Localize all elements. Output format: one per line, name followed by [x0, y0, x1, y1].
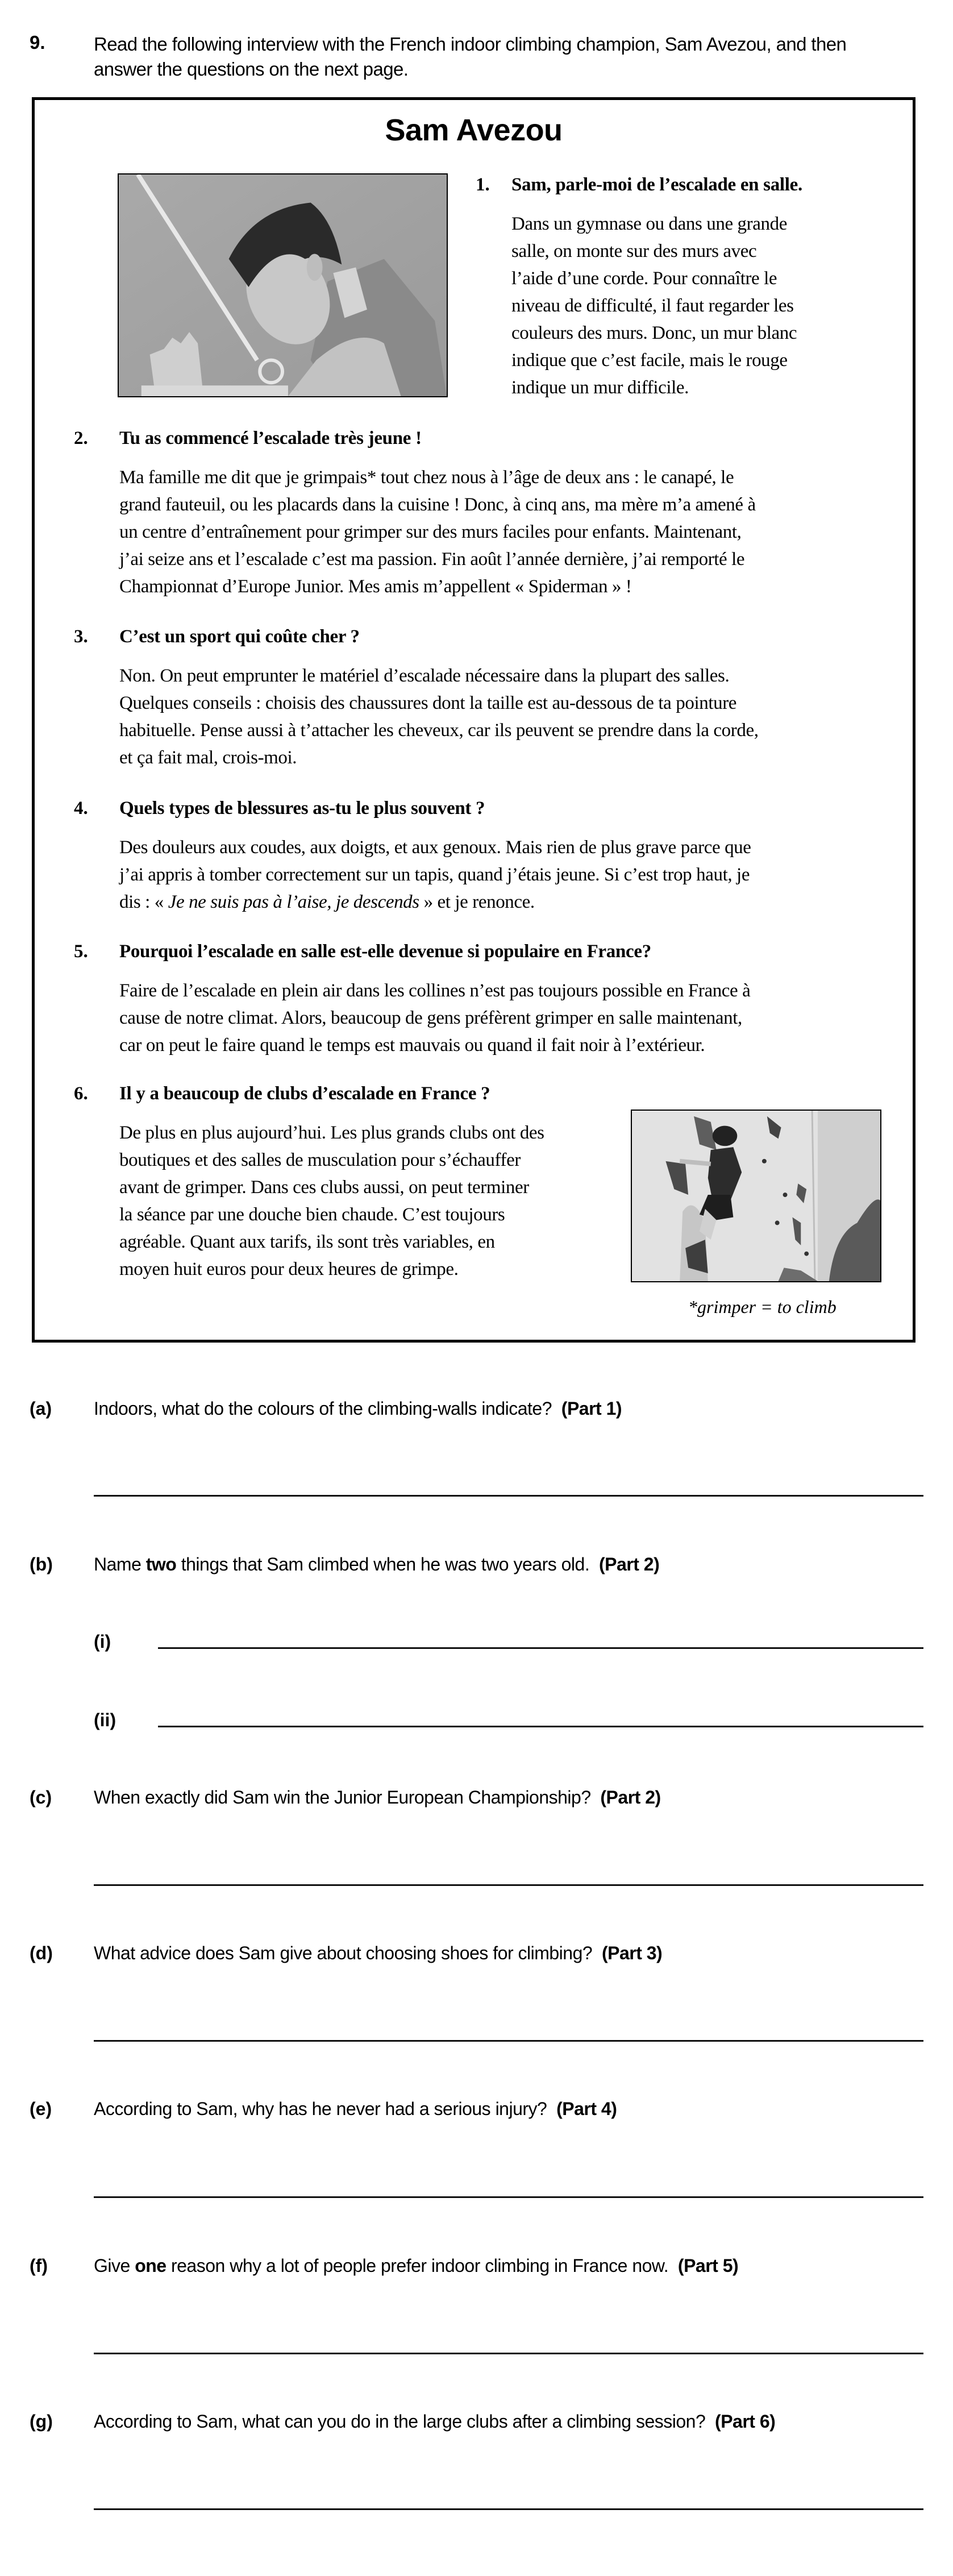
question-g-text — [94, 2411, 775, 2432]
question-d-prompt: What advice does Sam give about choosing shoes for climbing? — [94, 1943, 593, 1963]
question-instructions: Read the following interview with the French indoor climbing champion, Sam Avezou, and then answer the questions on the next page. — [94, 34, 847, 80]
question-f-prompt-start: Give — [94, 2255, 135, 2276]
question-e-label: (e) — [30, 2099, 52, 2119]
section-1-line: niveau de difficulté, il faut regarder les — [511, 296, 794, 316]
question-d-label: (d) — [30, 1943, 53, 1963]
question-b-part: (Part 2) — [599, 1554, 660, 1574]
section-2-body — [119, 464, 915, 600]
section-5-line: cause de notre climat. Alors, beaucoup de gens préfèrent grimper en salle maintenant, — [119, 1008, 742, 1028]
section-3-body — [119, 662, 915, 771]
question-c-label: (c) — [30, 1787, 52, 1808]
section-1-line: indique un mur difficile. — [511, 377, 689, 398]
section-6-line: De plus en plus aujourd’hui. Les plus grands clubs ont des — [119, 1123, 544, 1143]
question-b-sub-i-label: (i) — [94, 1631, 111, 1652]
answer-line-b-ii[interactable] — [158, 1726, 923, 1727]
section-2-line: Ma famille me dit que je grimpais* tout chez nous à l’âge de deux ans : le canapé, le — [119, 467, 734, 488]
article-title: Sam Avezou — [385, 113, 563, 147]
climbing-wall-photo — [631, 1110, 881, 1282]
section-4-line: j’ai appris à tomber correctement sur un tapis, quand j’étais jeune. Si c’est trop haut, je — [119, 865, 750, 885]
answer-line-e[interactable] — [94, 2196, 923, 2198]
section-1-line: indique que c’est facile, mais le rouge — [511, 350, 788, 371]
section-6-heading: Il y a beaucoup de clubs d’escalade en France ? — [119, 1083, 490, 1104]
question-e-part: (Part 4) — [556, 2099, 617, 2119]
section-2-line: j’ai seize ans et l’escalade c’est ma passion. Fin août l’année dernière, j’ai remporté le — [119, 549, 745, 570]
question-g-part: (Part 6) — [715, 2411, 776, 2432]
question-b-label: (b) — [30, 1554, 53, 1574]
section-6-number: 6. — [74, 1083, 88, 1104]
section-5-line: Faire de l’escalade en plein air dans les collines n’est pas toujours possible en France à — [119, 980, 751, 1001]
question-c-text — [94, 1787, 661, 1808]
section-3-line: et ça fait mal, crois-moi. — [119, 747, 297, 768]
answer-line-a[interactable] — [94, 1495, 923, 1497]
section-1-body — [511, 210, 909, 401]
section-4-body — [119, 834, 915, 916]
section-2-number: 2. — [74, 428, 88, 448]
question-b-text — [94, 1554, 659, 1575]
section-3-heading: C’est un sport qui coûte cher ? — [119, 626, 360, 647]
quote-open: dis : « — [119, 892, 168, 912]
section-2-line: grand fauteuil, ou les placards dans la cuisine ! Donc, à cinq ans, ma mère m’a amené à — [119, 495, 756, 515]
question-f-text — [94, 2255, 738, 2276]
section-1-line: salle, on monte sur des murs avec — [511, 241, 757, 261]
climber-portrait-image — [119, 174, 447, 396]
question-b-prompt-end: things that Sam climbed when he was two years old. — [176, 1554, 590, 1574]
boy-climber-photo — [118, 173, 448, 397]
question-g-prompt: According to Sam, what can you do in the large clubs after a climbing session? — [94, 2411, 706, 2432]
quoted-phrase: Je ne suis pas à l’aise, je descends — [168, 892, 419, 912]
question-d-part: (Part 3) — [601, 1943, 663, 1963]
question-d-text — [94, 1943, 662, 1964]
question-c-part: (Part 2) — [600, 1787, 661, 1808]
section-3-line: Quelques conseils : choisis des chaussures dont la taille est au-dessous de ta pointure — [119, 693, 737, 713]
section-5-heading: Pourquoi l’escalade en salle est-elle devenue si populaire en France? — [119, 941, 651, 962]
answer-line-c[interactable] — [94, 1884, 923, 1886]
article-box — [32, 97, 915, 1343]
question-f-prompt-end: reason why a lot of people prefer indoor climbing in France now. — [166, 2255, 669, 2276]
section-6-body — [119, 1119, 631, 1283]
section-1-line: couleurs des murs. Donc, un mur blanc — [511, 323, 797, 343]
section-6-line: agréable. Quant aux tarifs, ils sont très variables, en — [119, 1232, 495, 1252]
question-f-part: (Part 5) — [677, 2255, 739, 2276]
question-a-label: (a) — [30, 1398, 52, 1419]
section-3-line: Non. On peut emprunter le matériel d’escalade nécessaire dans la plupart des salles. — [119, 666, 730, 686]
section-6-line: moyen huit euros pour deux heures de grimpe. — [119, 1259, 459, 1279]
section-3-number: 3. — [74, 626, 88, 647]
climbing-wall-image — [632, 1111, 880, 1281]
answer-line-g[interactable] — [94, 2508, 923, 2510]
section-1-line: Dans un gymnase ou dans une grande — [511, 214, 787, 234]
section-4-number: 4. — [74, 798, 88, 818]
section-5-body — [119, 977, 915, 1059]
section-3-line: habituelle. Pense aussi à t’attacher les cheveux, car ils peuvent se prendre dans la corde, — [119, 720, 759, 741]
section-6-line: la séance par une douche bien chaude. C’est toujours — [119, 1204, 505, 1225]
question-b-sub-ii-label: (ii) — [94, 1710, 116, 1730]
question-a-prompt: Indoors, what do the colours of the climbing-walls indicate? — [94, 1398, 552, 1419]
question-c-prompt: When exactly did Sam win the Junior European Championship? — [94, 1787, 591, 1808]
section-6-line: avant de grimper. Dans ces clubs aussi, on peut terminer — [119, 1177, 529, 1198]
section-4-line — [119, 888, 915, 916]
section-5-line: car on peut le faire quand le temps est mauvais ou quand il fait noir à l’extérieur. — [119, 1035, 705, 1056]
section-1-line: l’aide d’une corde. Pour connaître le — [511, 268, 777, 289]
answer-line-b-i[interactable] — [158, 1647, 923, 1649]
section-4-heading: Quels types de blessures as-tu le plus souvent ? — [119, 798, 485, 818]
question-g-label: (g) — [30, 2411, 53, 2432]
question-e-text — [94, 2099, 617, 2120]
section-2-heading: Tu as commencé l’escalade très jeune ! — [119, 428, 422, 448]
quote-close: » et je renonce. — [419, 892, 535, 912]
answer-line-d[interactable] — [94, 2040, 923, 2042]
section-1-number: 1. — [476, 174, 490, 195]
answer-line-f[interactable] — [94, 2353, 923, 2354]
section-5-number: 5. — [74, 941, 88, 962]
question-f-emphasis: one — [135, 2255, 167, 2276]
footnote: *grimper = to climb — [688, 1297, 837, 1317]
question-b-emphasis: two — [145, 1554, 177, 1574]
question-f-label: (f) — [30, 2255, 48, 2276]
question-a-part: (Part 1) — [561, 1398, 622, 1419]
question-b-prompt-start: Name — [94, 1554, 146, 1574]
question-e-prompt: According to Sam, why has he never had a serious injury? — [94, 2099, 547, 2119]
question-number: 9. — [30, 32, 45, 53]
section-6-line: boutiques et des salles de musculation pour s’échauffer — [119, 1150, 521, 1170]
question-a-text — [94, 1398, 622, 1419]
section-4-line: Des douleurs aux coudes, aux doigts, et aux genoux. Mais rien de plus grave parce que — [119, 837, 751, 858]
section-1-heading: Sam, parle-moi de l’escalade en salle. — [511, 174, 802, 195]
section-2-line: Championnat d’Europe Junior. Mes amis m’appellent « Spiderman » ! — [119, 576, 632, 597]
section-2-line: un centre d’entraînement pour grimper sur des murs faciles pour enfants. Maintenant, — [119, 522, 742, 542]
